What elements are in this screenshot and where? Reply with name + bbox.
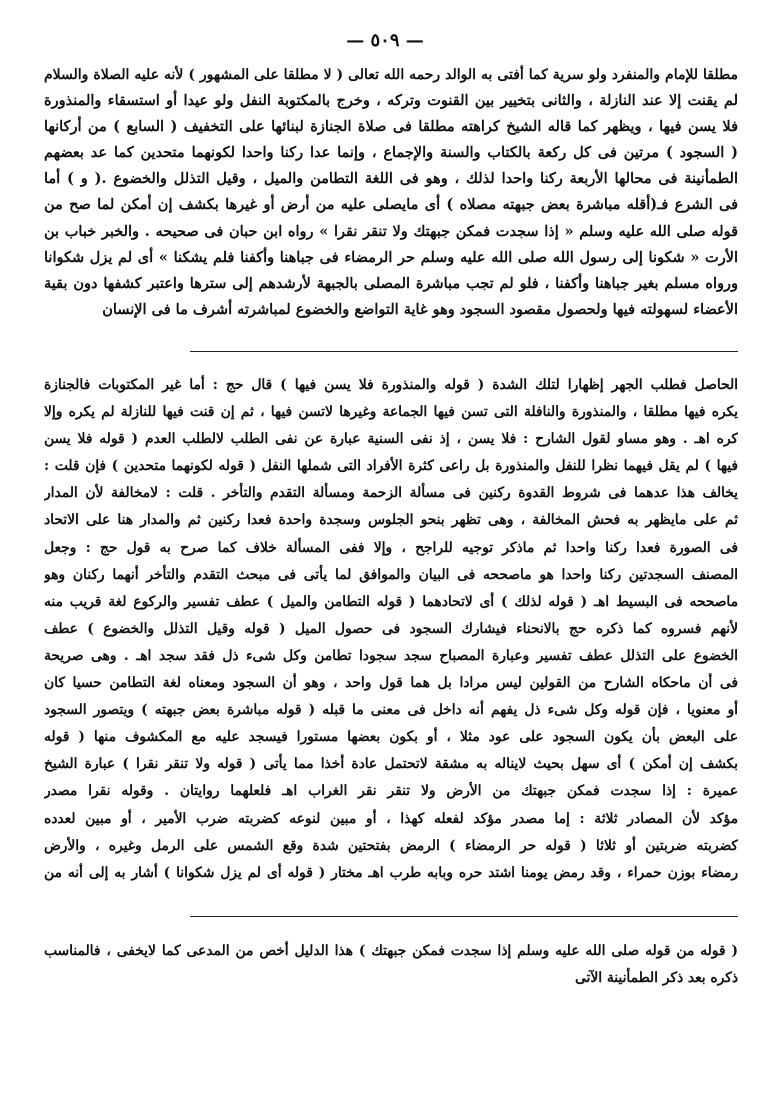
main-text-line: ورواه مسلم بغير جباهنا وأكفنا ، فلو لم تجب مباشرة المصلى بالجبهة لأرشدهم إلى سترها واعتبر كشفها دون بقية [44, 274, 738, 292]
main-text-line: مطلقا للإمام والمنفرد ولو سرية كما أفتى به الوالد رحمه الله تعالى ( لا مطلقا على المشهور ) لأنه عليه الصلاة والسلام [44, 67, 738, 83]
commentary-line: لأنهم فسروه كما ذكره حج بالانحناء فيشارك السجود فى حصول الميل ( قوله وقيل التذلل والخضوع ) عطف [44, 620, 738, 637]
main-text-line: قوله صلى الله عليه وسلم « إذا سجدت فمكن جبهتك ولا تنقر نقرا » رواه ابن حبان فى صحيحه . والخبر خباب بن [44, 222, 738, 240]
footnote-text [44, 938, 738, 992]
footnote-line: ( قوله من قوله صلى الله عليه وسلم إذا سجدت فمكن جبهتك ) هذا الدليل أخص من المدعى كما لايخفى ، فالمناسب [44, 943, 738, 959]
section-divider [190, 351, 738, 352]
commentary-line: كره اهـ . وهو مساو لقول الشارح : فلا يسن ، إذ نفى السنية عبارة عن نفى الطلب لالطلب العدم ( قوله فلا يسن [44, 431, 738, 448]
footnote-divider [190, 916, 738, 917]
footnote-line: ذكره بعد ذكر الطمأنينة الآتى [575, 970, 738, 986]
commentary-line: بكشف إن أمكن ) أى سهل بحيث لايناله به مشقة لاتحتمل عادة أخذا مما يأتى ( قوله ولا تنقر نقرا ) عبارة الشيخ [44, 756, 738, 773]
commentary-line: المصنف السجدتين ركنا واحدا هو ماصححه فى البيان والموافق لما يأتى فى مبحث التقدم والتأخر أنهما ركنان وهو [44, 566, 738, 583]
commentary-line: أو معنويا ، فإن قوله وكل شىء ذل يفهم أنه داخل فى معنى ما قبله ( قوله مباشرة بعض جبهته ) ويتصور السجود [44, 702, 738, 719]
commentary-line: يخالف هذا عدهما فى شروط القدوة ركنين فى مسألة الزحمة ومسألة التقدم والتأخر . قلت : لامخالفة لأن المدار [44, 485, 738, 502]
commentary-line: الخضوع على التذلل عطف تفسير وعبارة المصباح سجد سجودا تطامن وكل شىء ذل فقد سجد اهـ . وهى صريحة [44, 647, 738, 664]
commentary-line: على البعض بأن يكون السجود على عود مثلا ، أو بكون بعضها مستورا فيسجد عليه مع المكشوف منها ( قوله [44, 729, 738, 746]
commentary-line: فى أن ماحكاه الشارح من القولين ليس مرادا بل هما قول واحد ، وهو أن السجود ومعناه لغة التطامن حسيا كان [44, 675, 738, 692]
main-text-line: فى الشرع فـ(أقله مباشرة بعض جبهته مصلاه ) أى مايصلى عليه من أرض أو غيرها بكشف إن أمكن لما صح من [44, 196, 738, 214]
main-text-line: الأرت « شكونا إلى رسول الله صلى الله عليه وسلم حر الرمضاء فى جباهنا وأكفنا فلم يشكنا » أى لم يزل شكوانا [44, 248, 738, 266]
commentary-line: ثم على مايظهر به فحش المخالفة ، وهى تظهر بنحو الجلوس وسجدة واحدة فعدا ركنين ثم والمدار هنا على الاتحاد [44, 512, 738, 529]
main-text-line: الطمأنينة فى محالها الأربعة ركنا واحدا لذلك ، وهو فى اللغة التطامن والميل ، وقيل التذلل والخضوع .( و ) أما [44, 170, 738, 188]
commentary-line: فى الصورة فعدا ركنا واحدا ثم ماذكر توجيه للراجح ، وإلا ففى المسألة خلاف كما صرح به قول حج : وجعل [44, 539, 738, 556]
commentary-line: فيها ) لم يقل فيهما نظرا للنفل والمنذورة بل راعى كثرة الأفراد التى شملها النفل ( قوله لكونهما متحدين ) فإن قلت : [44, 458, 738, 475]
main-text-line: الأعضاء لسهولته فيها ولحصول مقصود السجود وهو غاية التواضع والخضوع لمباشرته أشرف ما فى الإنسان [102, 300, 738, 318]
commentary-line: الحاصل فطلب الجهر إظهارا لتلك الشدة ( قوله والمنذورة فلا يسن فيها ) قال حج : أما غير المكتوبات فالجنازة [44, 377, 738, 393]
main-text-line: ( السجود ) مرتين فى كل ركعة بالكتاب والسنة والإجماع ، وإنما عدا ركنا واحدا لكونهما متحدين كما عد بعضهم [44, 144, 738, 162]
commentary-line: رمضاء بوزن حمراء ، وقد رمض يومنا اشتد حره وبابه طرب اهـ مختار ( قوله أى لم يزل شكوانا ) أشار به إلى أنه من [44, 864, 738, 881]
main-text-line: لم يقنت إلا عند النازلة ، والثانى بتخيير بين القنوت وتركه ، وخرج بالمكتوبة النفل ولو عيدا أو استسقاء والمنذورة [44, 92, 738, 110]
main-text [44, 62, 738, 323]
commentary-line: ماصححه فى البسيط اهـ ( قوله لذلك ) أى لاتحادهما ( قوله التطامن والميل ) عطف تفسير والركوع لغة قريب منه [44, 593, 738, 610]
page-number: — ٥٠٩ — [346, 30, 424, 51]
commentary-line: مؤكد لأن المصادر ثلاثة : إما مصدر مؤكد لفعله كهذا ، أو مبين لنوعه كضربته ضرب الأمير ، أو مبين لعدده [44, 810, 738, 827]
commentary-line: عميرة : إذا سجدت فمكن جبهتك من الأرض ولا تنقر نقر الغراب اهـ فلعلهما روايتان . وقوله نقرا مصدر [44, 783, 738, 800]
commentary-line: كضربته ضربتين أو ثلاثا ( قوله حر الرمضاء ) الرمض بفتحتين شدة وقع الشمس على الرمل وغيره ، والأرض [44, 837, 738, 854]
commentary-text [44, 372, 738, 887]
commentary-line: يكره فيها مطلقا ، والمنذورة والنافلة التى تسن فيها الجماعة وغيرها لاتسن فيها ، ثم إن قنت فيها للنازلة لم يكره وإلا [44, 404, 738, 421]
main-text-line: فلا يسن فيها ، ويظهر كما قاله الشيخ كراهته مطلقا فى صلاة الجنازة لبنائها على التخفيف ( السابع ) من أركانها [44, 118, 738, 136]
